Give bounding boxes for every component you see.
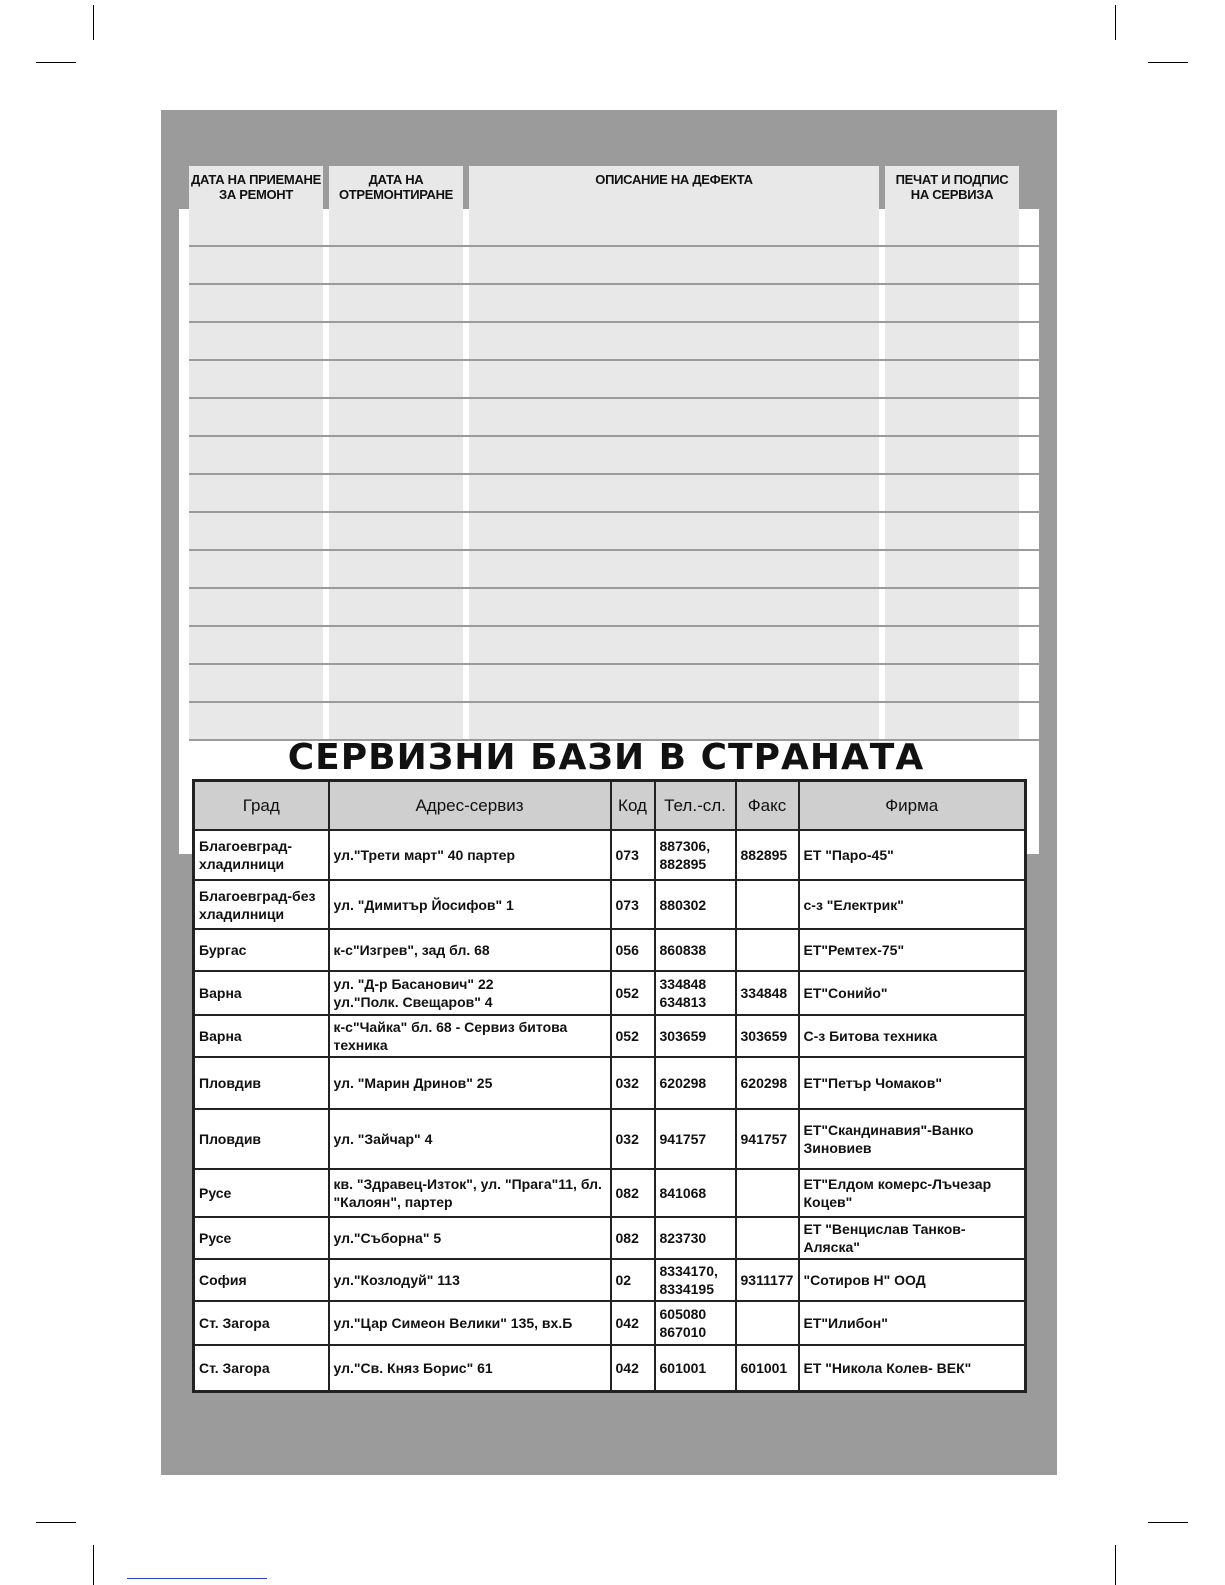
cell-city: Ст. Загора — [194, 1345, 329, 1391]
cell-address: ул."Цар Симеон Велики" 135, вх.Б — [329, 1301, 611, 1345]
cell-phone: 8334170, 8334195 — [655, 1259, 736, 1301]
cell-fax: 601001 — [736, 1345, 799, 1391]
form-cell — [469, 285, 879, 321]
service-centers-table — [192, 779, 1027, 1393]
form-cell — [469, 703, 879, 739]
crop-mark — [1115, 5, 1116, 40]
crop-mark — [93, 1545, 94, 1585]
table-row — [194, 830, 1026, 880]
cell-city: София — [194, 1259, 329, 1301]
form-cell — [329, 589, 463, 625]
cell-fax — [736, 1301, 799, 1345]
cell-city: Благоевград-хладилници — [194, 830, 329, 880]
cell-city: Ст. Загора — [194, 1301, 329, 1345]
cell-phone: 605080 867010 — [655, 1301, 736, 1345]
cell-firm: ЕТ"Сонийо" — [799, 971, 1026, 1015]
cell-fax: 334848 — [736, 971, 799, 1015]
cell-city: Русе — [194, 1169, 329, 1217]
form-cell — [329, 361, 463, 397]
crop-mark — [36, 62, 76, 63]
form-cell — [469, 475, 879, 511]
form-cell — [469, 209, 879, 245]
cell-fax: 941757 — [736, 1109, 799, 1169]
table-row — [194, 1345, 1026, 1391]
cell-code: 056 — [611, 929, 655, 971]
cell-code: 032 — [611, 1109, 655, 1169]
cell-address: кв. "Здравец-Изток", ул. "Прага"11, бл. "Калоян", партер — [329, 1169, 611, 1217]
cell-fax — [736, 880, 799, 929]
cell-firm: ЕТ"Илибон" — [799, 1301, 1026, 1345]
cell-code: 052 — [611, 1015, 655, 1057]
cell-city: Пловдив — [194, 1057, 329, 1109]
repair-form-rows — [189, 209, 1039, 741]
cell-city: Благоевград-без хладилници — [194, 880, 329, 929]
cell-phone: 334848 634813 — [655, 971, 736, 1015]
cell-firm: ЕТ"Елдом комерс-Лъчезар Коцев" — [799, 1169, 1026, 1217]
cell-city: Пловдив — [194, 1109, 329, 1169]
table-row — [194, 1109, 1026, 1169]
form-cell — [329, 247, 463, 283]
form-cell — [469, 361, 879, 397]
form-cell — [469, 247, 879, 283]
cell-address: ул. "Зайчар" 4 — [329, 1109, 611, 1169]
form-cell — [885, 589, 1019, 625]
cell-fax — [736, 1169, 799, 1217]
cell-code: 042 — [611, 1301, 655, 1345]
repair-form-header — [189, 166, 1019, 209]
cell-address: ул."Козлодуй" 113 — [329, 1259, 611, 1301]
form-cell — [885, 665, 1019, 701]
form-cell — [329, 627, 463, 663]
cell-phone: 880302 — [655, 880, 736, 929]
form-cell — [189, 475, 323, 511]
form-cell — [189, 665, 323, 701]
form-cell — [885, 399, 1019, 435]
form-cell — [885, 475, 1019, 511]
crop-mark — [93, 5, 94, 40]
cell-address: к-с"Чайка" бл. 68 - Сервиз битова техника — [329, 1015, 611, 1057]
cell-firm: ЕТ"Петър Чомаков" — [799, 1057, 1026, 1109]
column-header-fax: Факс — [736, 781, 799, 831]
form-row — [189, 247, 1039, 285]
form-cell — [189, 513, 323, 549]
form-cell — [329, 323, 463, 359]
form-cell — [189, 589, 323, 625]
cell-firm: ЕТ"Ремтех-75" — [799, 929, 1026, 971]
crop-mark — [1115, 1545, 1116, 1585]
cell-fax — [736, 929, 799, 971]
form-row — [189, 475, 1039, 513]
cell-fax: 620298 — [736, 1057, 799, 1109]
form-cell — [469, 513, 879, 549]
table-row — [194, 1259, 1026, 1301]
form-cell — [329, 513, 463, 549]
form-cell — [885, 627, 1019, 663]
form-cell — [885, 551, 1019, 587]
form-cell — [189, 437, 323, 473]
cell-city: Бургас — [194, 929, 329, 971]
form-cell — [469, 323, 879, 359]
column-header-code: Код — [611, 781, 655, 831]
form-row — [189, 703, 1039, 741]
cell-firm: ЕТ "Паро-45" — [799, 830, 1026, 880]
service-centers-title: СЕРВИЗНИ БАЗИ В СТРАНАТА — [287, 737, 925, 778]
table-row — [194, 971, 1026, 1015]
form-row — [189, 513, 1039, 551]
cell-code: 052 — [611, 971, 655, 1015]
table-row — [194, 880, 1026, 929]
table-row — [194, 1057, 1026, 1109]
cell-address: ул. "Марин Дринов" 25 — [329, 1057, 611, 1109]
crop-mark — [36, 1522, 76, 1523]
cell-fax: 882895 — [736, 830, 799, 880]
form-cell — [189, 285, 323, 321]
table-row — [194, 1217, 1026, 1259]
form-cell — [189, 399, 323, 435]
cell-phone: 620298 — [655, 1057, 736, 1109]
cell-address: ул. "Д-р Басанович" 22 ул."Полк. Свещаров" 4 — [329, 971, 611, 1015]
cell-fax: 9311177 — [736, 1259, 799, 1301]
cell-code: 073 — [611, 830, 655, 880]
column-header-phone: Тел.-сл. — [655, 781, 736, 831]
form-cell — [469, 551, 879, 587]
form-row — [189, 209, 1039, 247]
form-row — [189, 589, 1039, 627]
form-cell — [329, 551, 463, 587]
form-cell — [469, 665, 879, 701]
cell-city: Русе — [194, 1217, 329, 1259]
form-cell — [189, 703, 323, 739]
table-row — [194, 1015, 1026, 1057]
form-row — [189, 627, 1039, 665]
form-cell — [189, 361, 323, 397]
cell-address: ул. "Димитър Йосифов" 1 — [329, 880, 611, 929]
table-row — [194, 1169, 1026, 1217]
form-cell — [329, 399, 463, 435]
form-cell — [329, 437, 463, 473]
form-row — [189, 665, 1039, 703]
cell-phone: 303659 — [655, 1015, 736, 1057]
crop-mark — [1148, 1522, 1188, 1523]
cell-phone: 941757 — [655, 1109, 736, 1169]
cell-firm: ЕТ"Скандинавия"-Ванко Зиновиев — [799, 1109, 1026, 1169]
cell-firm: ЕТ "Никола Колев- ВЕК" — [799, 1345, 1026, 1391]
cell-firm: ЕТ "Венцислав Танков-Аляска" — [799, 1217, 1026, 1259]
cell-address: ул."Съборна" 5 — [329, 1217, 611, 1259]
header-repair-date: ДАТА НА ОТРЕМОНТИРАНЕ — [329, 166, 463, 209]
form-cell — [189, 551, 323, 587]
crop-mark — [1148, 62, 1188, 63]
cell-firm: с-з "Електрик" — [799, 880, 1026, 929]
cell-code: 02 — [611, 1259, 655, 1301]
table-header-row — [194, 781, 1026, 831]
form-cell — [885, 247, 1019, 283]
form-cell — [329, 285, 463, 321]
page-link-line — [127, 1578, 267, 1579]
column-header-address: Адрес-сервиз — [329, 781, 611, 831]
form-row — [189, 399, 1039, 437]
cell-phone: 860838 — [655, 929, 736, 971]
form-cell — [469, 589, 879, 625]
cell-code: 082 — [611, 1169, 655, 1217]
form-cell — [329, 703, 463, 739]
form-cell — [189, 209, 323, 245]
form-cell — [189, 247, 323, 283]
cell-phone: 841068 — [655, 1169, 736, 1217]
form-cell — [329, 209, 463, 245]
cell-fax: 303659 — [736, 1015, 799, 1057]
form-cell — [469, 437, 879, 473]
form-cell — [885, 209, 1019, 245]
cell-city: Варна — [194, 1015, 329, 1057]
cell-phone: 887306, 882895 — [655, 830, 736, 880]
header-stamp-signature: ПЕЧАТ И ПОДПИС НА СЕРВИЗА — [885, 166, 1019, 209]
form-cell — [469, 627, 879, 663]
form-row — [189, 551, 1039, 589]
form-cell — [885, 361, 1019, 397]
cell-firm: "Сотиров Н" ООД — [799, 1259, 1026, 1301]
header-defect-description: ОПИСАНИЕ НА ДЕФЕКТА — [469, 166, 879, 209]
cell-code: 042 — [611, 1345, 655, 1391]
form-cell — [189, 323, 323, 359]
form-row — [189, 361, 1039, 399]
form-cell — [885, 285, 1019, 321]
cell-city: Варна — [194, 971, 329, 1015]
cell-address: ул."Трети март" 40 партер — [329, 830, 611, 880]
form-cell — [329, 475, 463, 511]
column-header-city: Град — [194, 781, 329, 831]
cell-firm: С-з Битова техника — [799, 1015, 1026, 1057]
form-cell — [885, 513, 1019, 549]
cell-fax — [736, 1217, 799, 1259]
cell-address: ул."Св. Княз Борис" 61 — [329, 1345, 611, 1391]
form-cell — [885, 323, 1019, 359]
cell-code: 073 — [611, 880, 655, 929]
cell-phone: 601001 — [655, 1345, 736, 1391]
form-cell — [189, 627, 323, 663]
cell-address: к-с"Изгрев", зад бл. 68 — [329, 929, 611, 971]
form-row — [189, 437, 1039, 475]
form-cell — [885, 437, 1019, 473]
form-cell — [329, 665, 463, 701]
form-row — [189, 285, 1039, 323]
cell-code: 032 — [611, 1057, 655, 1109]
form-cell — [469, 399, 879, 435]
table-row — [194, 929, 1026, 971]
form-cell — [885, 703, 1019, 739]
column-header-firm: Фирма — [799, 781, 1026, 831]
table-row — [194, 1301, 1026, 1345]
form-row — [189, 323, 1039, 361]
cell-phone: 823730 — [655, 1217, 736, 1259]
cell-code: 082 — [611, 1217, 655, 1259]
header-receive-date: ДАТА НА ПРИЕМАНЕ ЗА РЕМОНТ — [189, 166, 323, 209]
